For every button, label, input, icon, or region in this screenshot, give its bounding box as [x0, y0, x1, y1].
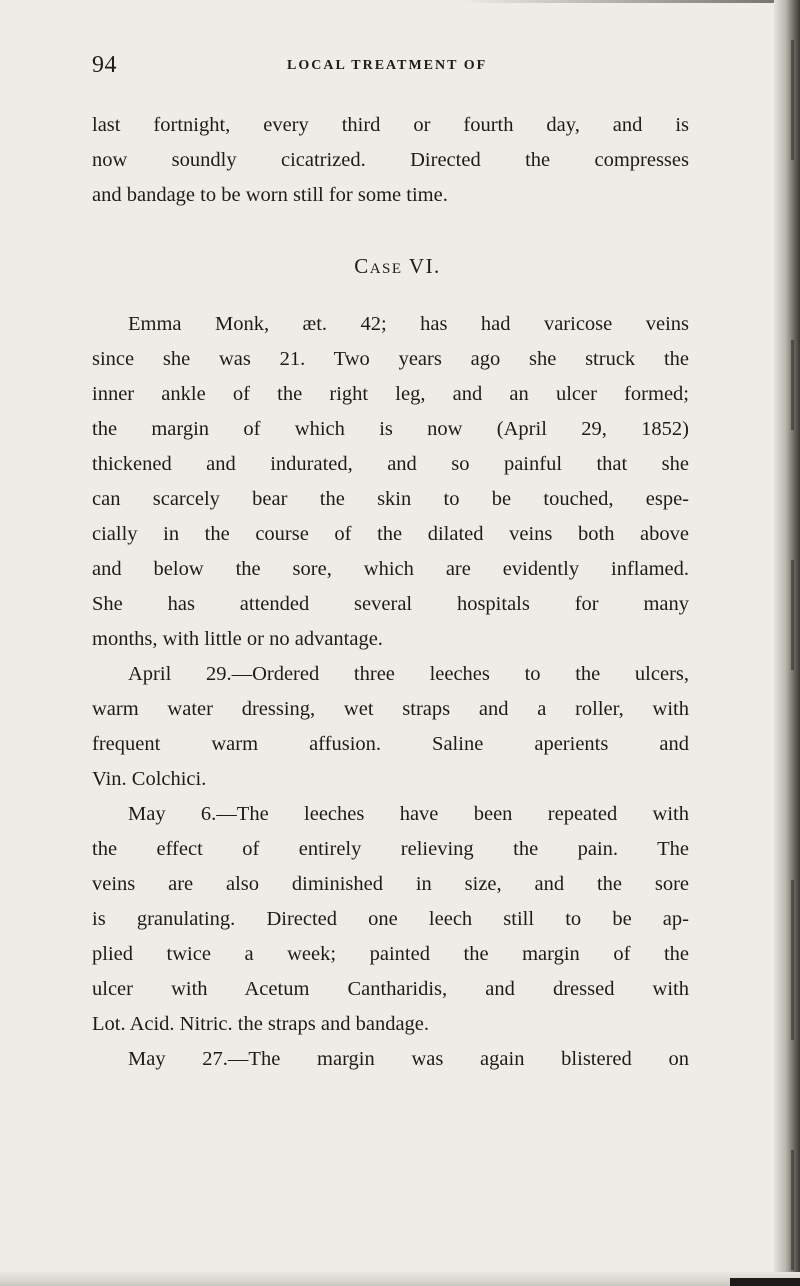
edge-streak	[791, 1150, 794, 1270]
text-line: inner ankle of the right leg, and an ulcer formed;	[92, 383, 689, 405]
text-line: the margin of which is now (April 29, 1852)	[92, 418, 689, 440]
text-line: thickened and indurated, and so painful that she	[92, 453, 689, 475]
text-line: last fortnight, every third or fourth day, and is	[92, 114, 689, 136]
binding-edge	[774, 0, 800, 1286]
text-line: Lot. Acid. Nitric. the straps and bandage.	[92, 1013, 430, 1035]
edge-streak	[791, 40, 794, 160]
text-line: can scarcely bear the skin to be touched, espe-	[92, 488, 689, 510]
bottom-corner-shadow	[730, 1278, 800, 1286]
page-header	[92, 52, 692, 82]
body-text	[92, 108, 689, 1077]
text-line: May 27.—The margin was again blistered on	[128, 1048, 689, 1070]
text-line: May 6.—The leeches have been repeated with	[128, 803, 689, 825]
text-line: since she was 21. Two years ago she struck the	[92, 348, 689, 370]
page-number: 94	[92, 52, 117, 78]
text-line: cially in the course of the dilated veins both above	[92, 523, 689, 545]
paragraph-case-history	[92, 307, 689, 657]
text-line: is granulating. Directed one leech still to be ap-	[92, 908, 689, 930]
top-edge-shadow	[460, 0, 800, 3]
text-line: Vin. Colchici.	[92, 768, 207, 790]
text-line: the effect of entirely relieving the pain. The	[92, 838, 689, 860]
text-line: frequent warm affusion. Saline aperients and	[92, 733, 689, 755]
text-line: months, with little or no advantage.	[92, 628, 383, 650]
running-title: LOCAL TREATMENT OF	[287, 58, 488, 73]
bottom-edge	[0, 1272, 800, 1286]
text-line: now soundly cicatrized. Directed the compresses	[92, 149, 689, 171]
text-line: She has attended several hospitals for many	[92, 593, 689, 615]
paragraph-may-27	[92, 1042, 689, 1077]
edge-streak	[791, 560, 794, 670]
text-line: warm water dressing, wet straps and a roller, with	[92, 698, 689, 720]
text-line: Emma Monk, æt. 42; has had varicose veins	[128, 313, 689, 335]
text-line: and below the sore, which are evidently inflamed.	[92, 558, 689, 580]
text-line: and bandage to be worn still for some time.	[92, 184, 448, 206]
edge-streak	[791, 880, 794, 1040]
text-line: plied twice a week; painted the margin of the	[92, 943, 689, 965]
paragraph-april-29	[92, 657, 689, 797]
paragraph-may-6	[92, 797, 689, 1042]
text-line: veins are also diminished in size, and the sore	[92, 873, 689, 895]
text-line: April 29.—Ordered three leeches to the ulcers,	[128, 663, 689, 685]
case-heading: Case VI.	[354, 254, 441, 278]
text-line: ulcer with Acetum Cantharidis, and dressed with	[92, 978, 689, 1000]
edge-streak	[791, 340, 794, 430]
paragraph-continuation	[92, 108, 689, 213]
